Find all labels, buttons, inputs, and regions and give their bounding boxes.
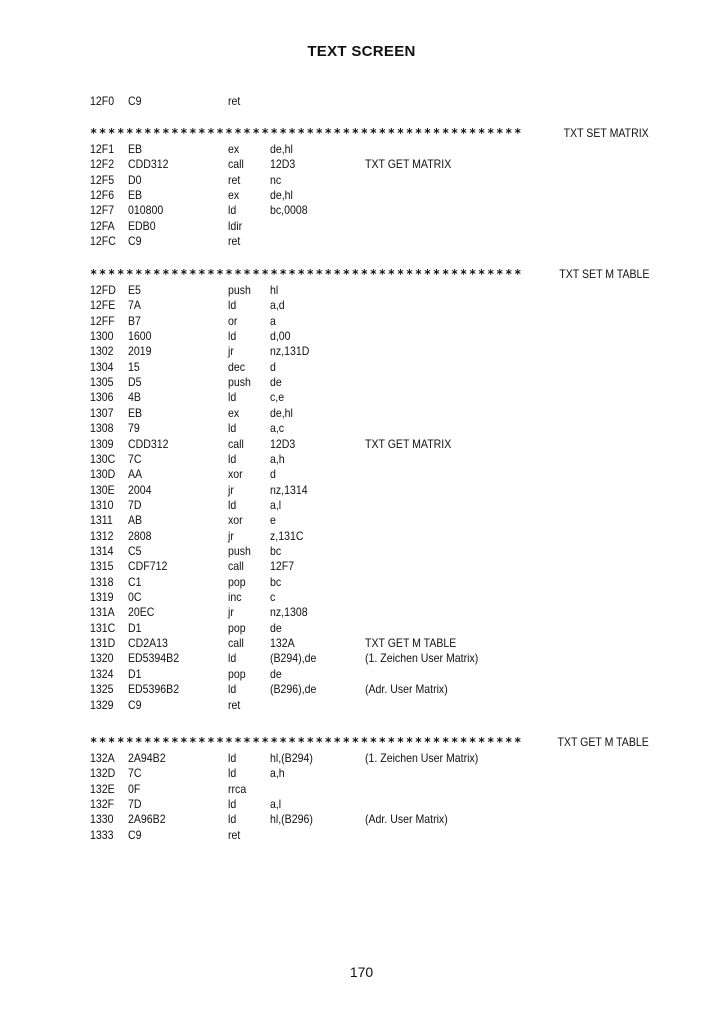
address: 1305 bbox=[90, 375, 114, 390]
operand: z,131C bbox=[270, 528, 304, 543]
operand: c bbox=[270, 590, 276, 604]
operand: (B294),de bbox=[270, 651, 317, 666]
mnemonic: pop bbox=[228, 620, 246, 635]
listing-row bbox=[0, 219, 723, 234]
operand: bc bbox=[270, 574, 282, 589]
operand: 132A bbox=[270, 636, 295, 650]
operand: hl,(B294) bbox=[270, 751, 313, 765]
mnemonic: ret bbox=[228, 697, 241, 712]
address: 132E bbox=[90, 781, 115, 796]
opcode-bytes: D1 bbox=[128, 620, 142, 635]
address: 1309 bbox=[90, 436, 114, 451]
operand: a,d bbox=[270, 298, 285, 313]
opcode-bytes: 2808 bbox=[128, 528, 152, 543]
listing-row bbox=[0, 751, 723, 766]
opcode-bytes: CD2A13 bbox=[128, 636, 168, 650]
section-separator bbox=[90, 125, 649, 141]
address: 12FE bbox=[90, 298, 116, 313]
operand: a,c bbox=[270, 421, 285, 436]
operand: a,h bbox=[270, 766, 285, 781]
address: 12FF bbox=[90, 313, 115, 328]
listing-row bbox=[0, 298, 723, 313]
listing-row bbox=[0, 421, 723, 436]
opcode-bytes: D1 bbox=[128, 666, 142, 681]
address: 1310 bbox=[90, 497, 114, 512]
mnemonic: ex bbox=[228, 142, 240, 156]
mnemonic: ld bbox=[228, 651, 237, 666]
listing-row bbox=[0, 483, 723, 498]
mnemonic: xor bbox=[228, 467, 243, 482]
address: 130C bbox=[90, 451, 116, 466]
opcode-bytes: C9 bbox=[128, 697, 142, 712]
operand: de bbox=[270, 375, 282, 390]
mnemonic: push bbox=[228, 544, 251, 558]
listing-row bbox=[0, 766, 723, 781]
address: 130E bbox=[90, 482, 115, 497]
address: 1318 bbox=[90, 574, 114, 589]
opcode-bytes: CDD312 bbox=[128, 157, 169, 172]
address: 131D bbox=[90, 636, 116, 650]
mnemonic: ld bbox=[228, 390, 237, 405]
opcode-bytes: EDB0 bbox=[128, 218, 156, 233]
mnemonic: ret bbox=[228, 172, 241, 187]
operand: de bbox=[270, 666, 282, 681]
operand: c,e bbox=[270, 390, 285, 405]
opcode-bytes: 0F bbox=[128, 781, 141, 796]
operand: de,hl bbox=[270, 188, 293, 203]
listing-row bbox=[0, 782, 723, 797]
operand: de,hl bbox=[270, 142, 293, 156]
mnemonic: ld bbox=[228, 682, 237, 697]
opcode-bytes: CDD312 bbox=[128, 436, 169, 451]
operand: de bbox=[270, 620, 282, 635]
address: 132A bbox=[90, 751, 115, 765]
address: 1311 bbox=[90, 513, 113, 528]
listing-row bbox=[0, 651, 723, 666]
address: 1308 bbox=[90, 421, 114, 436]
listing-row bbox=[0, 203, 723, 218]
operand: e bbox=[270, 513, 276, 528]
separator-stars: ************************************************ bbox=[90, 267, 524, 281]
opcode-bytes: D5 bbox=[128, 375, 142, 390]
operand: bc,0008 bbox=[270, 203, 308, 218]
mnemonic: ld bbox=[228, 203, 237, 218]
address: 130D bbox=[90, 467, 116, 482]
separator-stars: ************************************************ bbox=[90, 735, 524, 749]
address: 132D bbox=[90, 766, 116, 781]
opcode-bytes: 2004 bbox=[128, 482, 152, 497]
opcode-bytes: EB bbox=[128, 405, 143, 420]
address: 1320 bbox=[90, 651, 114, 666]
listing-row bbox=[0, 621, 723, 636]
listing-row bbox=[0, 513, 723, 528]
listing-row bbox=[0, 636, 723, 651]
opcode-bytes: C9 bbox=[128, 827, 142, 842]
listing-row bbox=[0, 575, 723, 590]
operand: hl,(B296) bbox=[270, 812, 313, 827]
opcode-bytes: AB bbox=[128, 513, 143, 528]
operand: a,l bbox=[270, 797, 282, 811]
listing-row bbox=[0, 375, 723, 390]
opcode-bytes: 2A94B2 bbox=[128, 751, 166, 765]
opcode-bytes: EB bbox=[128, 142, 143, 156]
listing-row bbox=[0, 698, 723, 713]
mnemonic: jr bbox=[228, 344, 234, 359]
mnemonic: ld bbox=[228, 766, 237, 781]
address: 131C bbox=[90, 620, 116, 635]
comment: (1. Zeichen User Matrix) bbox=[365, 751, 479, 765]
opcode-bytes: 15 bbox=[128, 359, 140, 374]
listing-row bbox=[0, 314, 723, 329]
operand: d,00 bbox=[270, 329, 291, 344]
operand: 12F7 bbox=[270, 559, 295, 574]
listing-row bbox=[0, 828, 723, 843]
mnemonic: ld bbox=[228, 751, 237, 765]
section-separator bbox=[90, 734, 649, 750]
mnemonic: call bbox=[228, 636, 244, 650]
address: 1307 bbox=[90, 405, 114, 420]
opcode-bytes: 1600 bbox=[128, 329, 152, 344]
mnemonic: inc bbox=[228, 590, 242, 604]
listing-row bbox=[0, 797, 723, 812]
address: 12F7 bbox=[90, 203, 115, 218]
mnemonic: push bbox=[228, 283, 251, 297]
address: 1306 bbox=[90, 390, 114, 405]
opcode-bytes: 7D bbox=[128, 497, 142, 512]
operand: bc bbox=[270, 544, 282, 558]
opcode-bytes: C5 bbox=[128, 544, 142, 558]
listing-row bbox=[0, 94, 723, 109]
listing-row bbox=[0, 467, 723, 482]
opcode-bytes: 7D bbox=[128, 797, 142, 811]
mnemonic: pop bbox=[228, 666, 246, 681]
mnemonic: ld bbox=[228, 421, 237, 436]
address: 1319 bbox=[90, 590, 114, 604]
listing-row bbox=[0, 157, 723, 172]
opcode-bytes: EB bbox=[128, 188, 143, 203]
listing-row bbox=[0, 529, 723, 544]
mnemonic: ld bbox=[228, 497, 237, 512]
opcode-bytes: 7C bbox=[128, 451, 142, 466]
page-number: 170 bbox=[349, 964, 374, 980]
address: 12F6 bbox=[90, 188, 115, 203]
operand: (B296),de bbox=[270, 682, 317, 697]
opcode-bytes: 7C bbox=[128, 766, 142, 781]
address: 132F bbox=[90, 797, 115, 811]
mnemonic: call bbox=[228, 559, 244, 574]
listing-row bbox=[0, 360, 723, 375]
comment: TXT GET M TABLE bbox=[365, 636, 457, 650]
opcode-bytes: B7 bbox=[128, 313, 141, 328]
page-title: TEXT SCREEN bbox=[307, 43, 416, 60]
comment: TXT GET MATRIX bbox=[365, 157, 452, 172]
listing-row bbox=[0, 406, 723, 421]
mnemonic: call bbox=[228, 436, 244, 451]
opcode-bytes: C9 bbox=[128, 234, 142, 249]
opcode-bytes: ED5394B2 bbox=[128, 651, 180, 666]
operand: nc bbox=[270, 172, 282, 187]
separator-stars: ************************************************ bbox=[90, 126, 524, 140]
comment: (Adr. User Matrix) bbox=[365, 812, 448, 827]
mnemonic: ret bbox=[228, 234, 241, 249]
opcode-bytes: 2A96B2 bbox=[128, 812, 166, 827]
mnemonic: ret bbox=[228, 94, 241, 108]
opcode-bytes: ED5396B2 bbox=[128, 682, 180, 697]
address: 1300 bbox=[90, 329, 114, 344]
address: 12F2 bbox=[90, 157, 115, 172]
mnemonic: ld bbox=[228, 298, 237, 313]
opcode-bytes: C1 bbox=[128, 574, 142, 589]
mnemonic: jr bbox=[228, 482, 234, 497]
listing-row bbox=[0, 667, 723, 682]
address: 12FD bbox=[90, 283, 116, 297]
address: 12FA bbox=[90, 218, 115, 233]
mnemonic: ex bbox=[228, 188, 240, 203]
listing-row bbox=[0, 590, 723, 605]
section-label: TXT SET M TABLE bbox=[554, 267, 649, 281]
opcode-bytes: 79 bbox=[128, 421, 140, 436]
section-separator bbox=[90, 266, 649, 282]
listing-row bbox=[0, 329, 723, 344]
listing-row bbox=[0, 234, 723, 249]
opcode-bytes: CDF712 bbox=[128, 559, 168, 574]
operand: nz,131D bbox=[270, 344, 310, 359]
mnemonic: call bbox=[228, 157, 244, 172]
listing-row bbox=[0, 437, 723, 452]
listing-row bbox=[0, 605, 723, 620]
operand: d bbox=[270, 359, 276, 374]
mnemonic: ret bbox=[228, 827, 241, 842]
opcode-bytes: C9 bbox=[128, 94, 142, 108]
listing-row bbox=[0, 142, 723, 157]
address: 1302 bbox=[90, 344, 114, 359]
listing-row bbox=[0, 173, 723, 188]
listing-row bbox=[0, 452, 723, 467]
listing-row bbox=[0, 283, 723, 298]
mnemonic: push bbox=[228, 375, 251, 390]
section-label: TXT SET MATRIX bbox=[559, 126, 649, 140]
address: 12F1 bbox=[90, 142, 115, 156]
address: 12F0 bbox=[90, 94, 115, 108]
opcode-bytes: 010800 bbox=[128, 203, 164, 218]
address: 1325 bbox=[90, 682, 114, 697]
operand: de,hl bbox=[270, 405, 293, 420]
mnemonic: ld bbox=[228, 329, 237, 344]
mnemonic: ex bbox=[228, 405, 240, 420]
address: 1329 bbox=[90, 697, 114, 712]
mnemonic: jr bbox=[228, 528, 234, 543]
listing-row bbox=[0, 390, 723, 405]
mnemonic: jr bbox=[228, 605, 234, 620]
operand: 12D3 bbox=[270, 436, 296, 451]
listing-row bbox=[0, 344, 723, 359]
address: 1324 bbox=[90, 666, 114, 681]
address: 1330 bbox=[90, 812, 114, 827]
operand: 12D3 bbox=[270, 157, 296, 172]
address: 1312 bbox=[90, 528, 114, 543]
mnemonic: or bbox=[228, 313, 238, 328]
comment: (1. Zeichen User Matrix) bbox=[365, 651, 479, 666]
mnemonic: pop bbox=[228, 574, 246, 589]
mnemonic: xor bbox=[228, 513, 243, 528]
address: 12F5 bbox=[90, 172, 115, 187]
listing-row bbox=[0, 559, 723, 574]
opcode-bytes: AA bbox=[128, 467, 143, 482]
opcode-bytes: 0C bbox=[128, 590, 142, 604]
address: 12FC bbox=[90, 234, 116, 249]
opcode-bytes: 4B bbox=[128, 390, 141, 405]
address: 1314 bbox=[90, 544, 114, 558]
address: 1304 bbox=[90, 359, 114, 374]
listing-row bbox=[0, 498, 723, 513]
opcode-bytes: E5 bbox=[128, 283, 141, 297]
operand: nz,1314 bbox=[270, 482, 308, 497]
comment: (Adr. User Matrix) bbox=[365, 682, 448, 697]
opcode-bytes: 7A bbox=[128, 298, 141, 313]
section-label: TXT GET M TABLE bbox=[552, 735, 649, 749]
opcode-bytes: 2019 bbox=[128, 344, 152, 359]
address: 1333 bbox=[90, 827, 114, 842]
opcode-bytes: 20EC bbox=[128, 605, 155, 620]
mnemonic: ld bbox=[228, 797, 237, 811]
address: 1315 bbox=[90, 559, 114, 574]
mnemonic: rrca bbox=[228, 781, 247, 796]
listing-row bbox=[0, 544, 723, 559]
listing-row bbox=[0, 682, 723, 697]
operand: hl bbox=[270, 283, 279, 297]
mnemonic: ld bbox=[228, 451, 237, 466]
address: 131A bbox=[90, 605, 115, 620]
listing-row bbox=[0, 188, 723, 203]
mnemonic: ldir bbox=[228, 218, 243, 233]
opcode-bytes: D0 bbox=[128, 172, 142, 187]
operand: nz,1308 bbox=[270, 605, 308, 620]
comment: TXT GET MATRIX bbox=[365, 436, 452, 451]
mnemonic: ld bbox=[228, 812, 237, 827]
operand: d bbox=[270, 467, 276, 482]
operand: a bbox=[270, 313, 276, 328]
listing-row bbox=[0, 812, 723, 827]
mnemonic: dec bbox=[228, 359, 246, 374]
operand: a,h bbox=[270, 451, 285, 466]
operand: a,l bbox=[270, 497, 282, 512]
